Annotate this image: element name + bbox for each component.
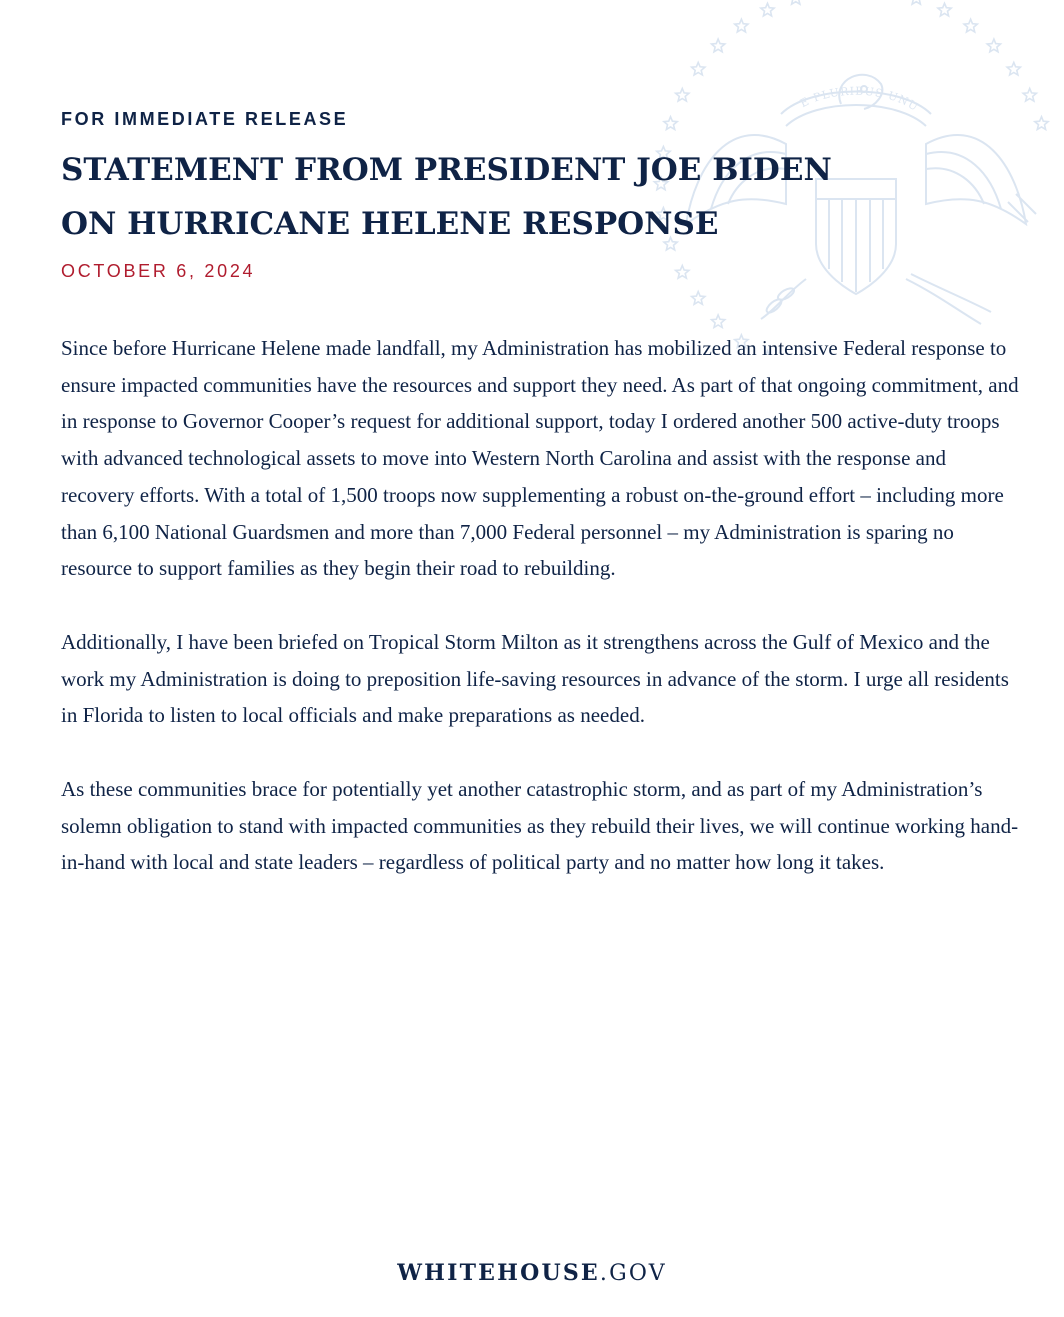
- release-date: OCTOBER 6, 2024: [61, 261, 256, 281]
- site-footer: [0, 1260, 1064, 1287]
- release-label: FOR IMMEDIATE RELEASE: [61, 109, 349, 129]
- footer-site-tld: .GOV: [599, 1261, 667, 1286]
- title-line-2: ON HURRICANE HELENE RESPONSE: [61, 206, 719, 242]
- seal-star-icon: [1035, 117, 1048, 130]
- seal-star-icon: [964, 19, 977, 32]
- seal-star-icon: [712, 315, 725, 328]
- title-line-1: STATEMENT FROM PRESIDENT JOE BIDEN: [61, 152, 832, 188]
- paragraph-2: Additionally, I have been briefed on Tropical Storm Milton as it strengthens across the Gulf of Mexico and the work my Administration is doing to preposition life-saving resources in advance of the storm. I urge all residents in Florida to listen to local officials and make preparations as needed.: [61, 629, 1009, 728]
- seal-star-icon: [789, 0, 802, 4]
- seal-star-icon: [676, 266, 689, 279]
- seal-star-icon: [987, 39, 1000, 52]
- svg-text:E PLURIBUS UNUM: [636, 0, 921, 114]
- seal-star-icon: [1007, 62, 1020, 75]
- paragraph-1: Since before Hurricane Helene made landfall, my Administration has mobilized an intensive Federal response to ensure impacted communities have the resources and support they need. As part of that ongoing commitment, and in response to Governor Cooper’s request for additional support, today I ordered another 500 active-duty troops with advanced technological assets to move into Western North Carolina and assist with the response and recovery efforts. With a total of 1,500 troops now supplementing a robust on-the-ground effort – including more than 6,100 National Guardsmen and more than 7,000 Federal personnel – my Administration is sparing no resource to support families as they begin their road to rebuilding.: [61, 336, 1019, 581]
- seal-star-icon: [676, 89, 689, 102]
- statement-body: [61, 330, 1021, 918]
- seal-star-icon: [735, 19, 748, 32]
- seal-star-icon: [1023, 89, 1036, 102]
- seal-motto: E PLURIBUS UNU: [798, 84, 922, 115]
- seal-star-icon: [712, 39, 725, 52]
- seal-star-icon: [664, 117, 677, 130]
- paragraph-3: As these communities brace for potentially yet another catastrophic storm, and as part of my Administration’s solemn obligation to stand with impacted communities as they rebuild their lives, we will continue working hand-in-hand with local and state leaders – regardless of political party and no matter how long it takes.: [61, 777, 1019, 875]
- seal-star-icon: [910, 0, 923, 4]
- page-title: [61, 143, 1021, 251]
- footer-site-main: WHITEHOUSE: [397, 1260, 600, 1286]
- seal-star-icon: [938, 3, 951, 16]
- seal-star-icon: [692, 292, 705, 305]
- seal-star-icon: [692, 62, 705, 75]
- seal-star-icon: [761, 3, 774, 16]
